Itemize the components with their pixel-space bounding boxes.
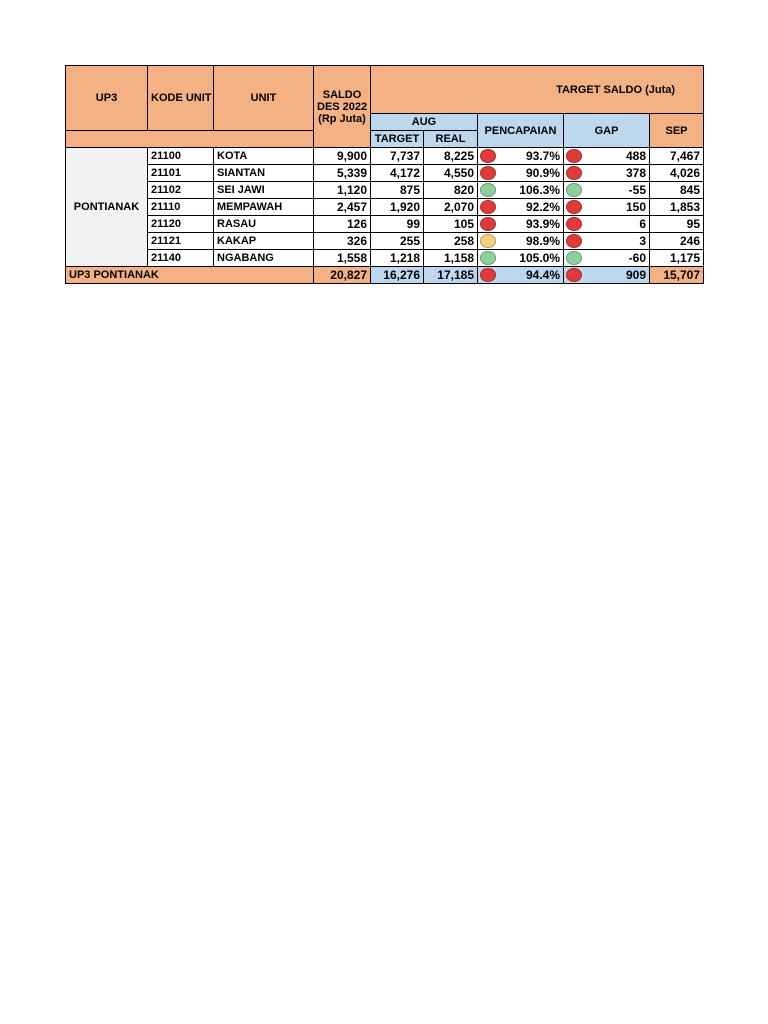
- unit-cell: SEI JAWI: [214, 182, 314, 199]
- status-indicator-icon: [480, 149, 496, 163]
- header-pencapaian: PENCAPAIAN: [478, 114, 564, 148]
- kode-unit-cell: 21102: [148, 182, 214, 199]
- pencapaian-cell: [478, 148, 564, 165]
- kode-unit-cell: 21110: [148, 199, 214, 216]
- table-row: [66, 250, 704, 267]
- sep-cell: 1,175: [650, 250, 704, 267]
- pencapaian-cell: [478, 182, 564, 199]
- target-cell: 255: [371, 233, 424, 250]
- status-indicator-icon: [480, 166, 496, 180]
- pencapaian-value: 93.9%: [525, 217, 560, 231]
- target-cell: 7,737: [371, 148, 424, 165]
- pencapaian-value: 98.9%: [525, 234, 560, 248]
- gap-value: 6: [639, 217, 646, 231]
- sep-cell: 1,853: [650, 199, 704, 216]
- target-cell: 1,920: [371, 199, 424, 216]
- table-row: [66, 165, 704, 182]
- header-up3: UP3: [66, 66, 148, 131]
- gap-value: 378: [625, 166, 646, 180]
- target-cell: 875: [371, 182, 424, 199]
- total-target: 16,276: [371, 267, 424, 284]
- table-row: [66, 216, 704, 233]
- sep-cell: 95: [650, 216, 704, 233]
- saldo-cell: 5,339: [314, 165, 371, 182]
- saldo-cell: 126: [314, 216, 371, 233]
- real-cell: 1,158: [424, 250, 478, 267]
- gap-value: -55: [628, 183, 646, 197]
- unit-cell: SIANTAN: [214, 165, 314, 182]
- gap-value: 3: [639, 234, 646, 248]
- total-pencapaian-value: 94.4%: [525, 268, 560, 282]
- unit-cell: NGABANG: [214, 250, 314, 267]
- real-cell: 820: [424, 182, 478, 199]
- gap-cell: [564, 148, 650, 165]
- status-indicator-icon: [480, 217, 496, 231]
- pencapaian-cell: [478, 250, 564, 267]
- status-indicator-icon: [480, 234, 496, 248]
- kode-unit-cell: 21100: [148, 148, 214, 165]
- saldo-cell: 326: [314, 233, 371, 250]
- saldo-cell: 1,558: [314, 250, 371, 267]
- real-cell: 258: [424, 233, 478, 250]
- unit-cell: RASAU: [214, 216, 314, 233]
- header-target-saldo: TARGET SALDO (Juta): [371, 66, 704, 114]
- gap-cell: [564, 182, 650, 199]
- kode-unit-cell: 21140: [148, 250, 214, 267]
- pencapaian-cell: [478, 233, 564, 250]
- pencapaian-cell: [478, 165, 564, 182]
- target-saldo-table: [65, 65, 704, 284]
- pencapaian-value: 92.2%: [525, 200, 560, 214]
- total-saldo: 20,827: [314, 267, 371, 284]
- total-gap-value: 909: [625, 268, 646, 282]
- kode-unit-cell: 21121: [148, 233, 214, 250]
- status-indicator-icon: [566, 251, 582, 265]
- header-aug: AUG: [371, 114, 478, 131]
- header-real: REAL: [424, 131, 478, 148]
- status-indicator-icon: [566, 217, 582, 231]
- header-kode-unit: KODE UNIT: [148, 66, 214, 131]
- sep-cell: 4,026: [650, 165, 704, 182]
- header-saldo: [314, 66, 371, 148]
- status-indicator-icon: [480, 183, 496, 197]
- header-sep: SEP: [650, 114, 704, 148]
- total-label: UP3 PONTIANAK: [66, 267, 314, 284]
- pencapaian-cell: [478, 216, 564, 233]
- header-saldo-line1: SALDO: [322, 88, 362, 101]
- real-cell: 105: [424, 216, 478, 233]
- pencapaian-value: 90.9%: [525, 166, 560, 180]
- gap-value: 150: [625, 200, 646, 214]
- total-real: 17,185: [424, 267, 478, 284]
- status-indicator-icon: [566, 149, 582, 163]
- total-gap: [564, 267, 650, 284]
- pencapaian-value: 105.0%: [519, 251, 560, 265]
- status-indicator-icon: [480, 200, 496, 214]
- total-row: [66, 267, 704, 284]
- table-row: [66, 182, 704, 199]
- table-row: [66, 199, 704, 216]
- sep-cell: 7,467: [650, 148, 704, 165]
- header-saldo-line3: (Rp Juta): [318, 112, 366, 125]
- real-cell: 2,070: [424, 199, 478, 216]
- gap-cell: [564, 250, 650, 267]
- target-cell: 4,172: [371, 165, 424, 182]
- target-cell: 1,218: [371, 250, 424, 267]
- status-indicator-icon: [566, 166, 582, 180]
- header-target: TARGET: [371, 131, 424, 148]
- data-rows: [66, 148, 704, 267]
- table-row: [66, 148, 704, 165]
- gap-cell: [564, 233, 650, 250]
- gap-value: 488: [625, 149, 646, 163]
- total-pencapaian: [478, 267, 564, 284]
- header-spacer: [66, 131, 314, 148]
- real-cell: 8,225: [424, 148, 478, 165]
- unit-cell: KAKAP: [214, 233, 314, 250]
- status-indicator-icon: [566, 183, 582, 197]
- status-indicator-icon: [566, 234, 582, 248]
- sep-cell: 845: [650, 182, 704, 199]
- target-cell: 99: [371, 216, 424, 233]
- status-indicator-icon: [480, 268, 496, 282]
- unit-cell: MEMPAWAH: [214, 199, 314, 216]
- gap-cell: [564, 216, 650, 233]
- sep-cell: 246: [650, 233, 704, 250]
- total-sep: 15,707: [650, 267, 704, 284]
- pencapaian-value: 106.3%: [519, 183, 560, 197]
- pencapaian-value: 93.7%: [525, 149, 560, 163]
- real-cell: 4,550: [424, 165, 478, 182]
- status-indicator-icon: [480, 251, 496, 265]
- saldo-cell: 9,900: [314, 148, 371, 165]
- kode-unit-cell: 21120: [148, 216, 214, 233]
- saldo-cell: 1,120: [314, 182, 371, 199]
- saldo-cell: 2,457: [314, 199, 371, 216]
- table-row: [66, 233, 704, 250]
- gap-cell: [564, 199, 650, 216]
- pencapaian-cell: [478, 199, 564, 216]
- header-unit: UNIT: [214, 66, 314, 131]
- header-gap: GAP: [564, 114, 650, 148]
- kode-unit-cell: 21101: [148, 165, 214, 182]
- status-indicator-icon: [566, 200, 582, 214]
- header-saldo-line2: DES 2022: [317, 100, 368, 113]
- unit-cell: KOTA: [214, 148, 314, 165]
- gap-value: -60: [628, 251, 646, 265]
- gap-cell: [564, 165, 650, 182]
- up3-name: PONTIANAK: [66, 148, 148, 267]
- status-indicator-icon: [566, 268, 582, 282]
